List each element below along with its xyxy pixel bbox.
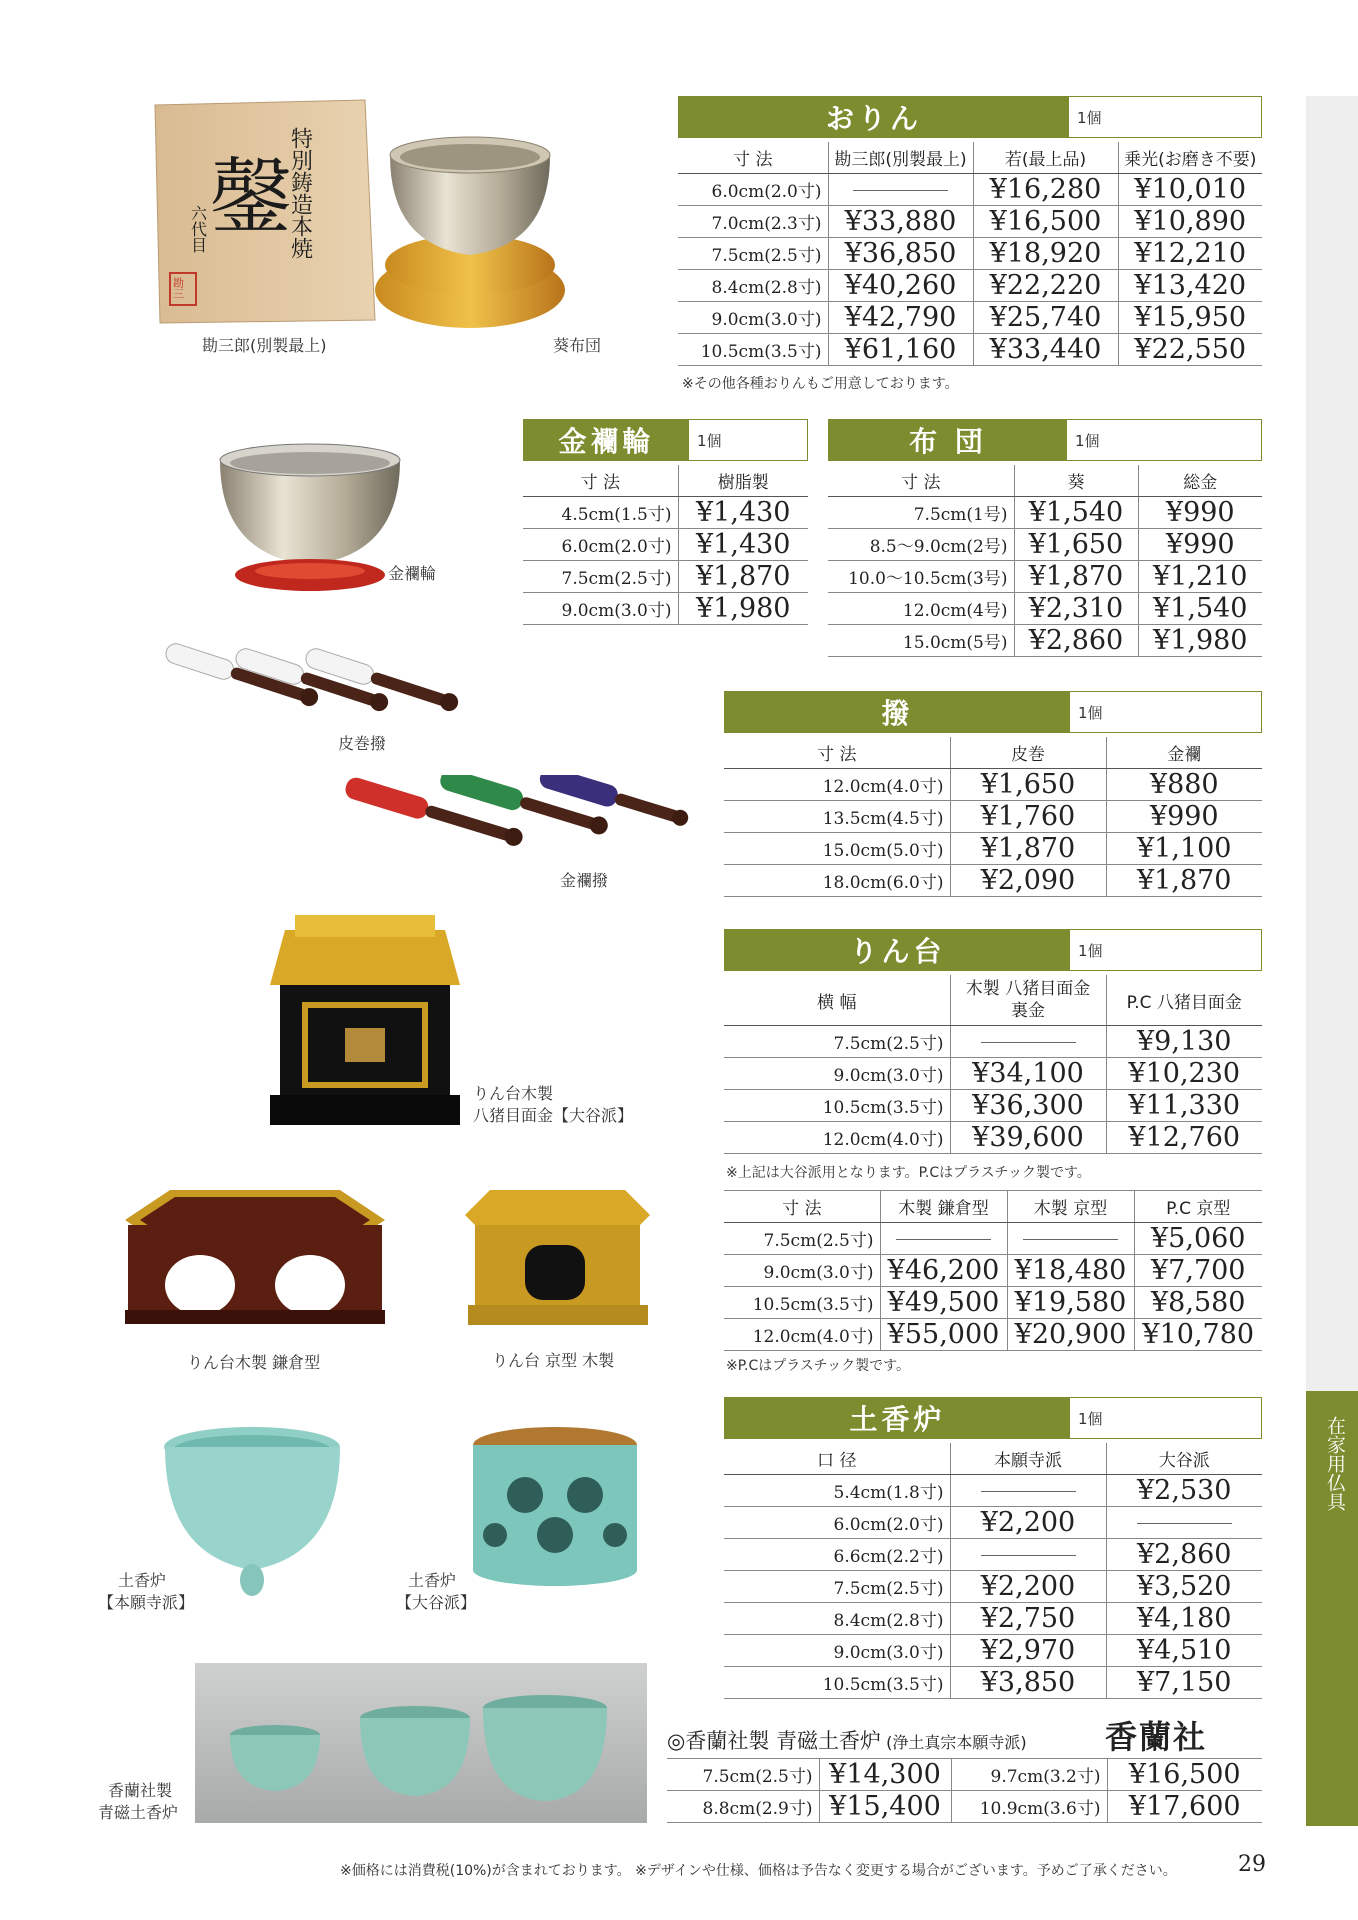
caption-dokouro-honganji-1: 土香炉 [118,1571,167,1590]
caption-kinranwa: 金襴輪 [388,564,437,583]
rindai-note-2: ※P.Cはプラスチック製です。 [726,1358,910,1374]
price-cell: ¥49,500 [880,1287,1007,1319]
table-row [724,1287,1262,1319]
not-available-dash [880,1223,1007,1255]
col-header: 寸 法 [678,142,828,174]
price-cell: ¥14,300 [819,1759,951,1791]
price-cell: ¥990 [1106,801,1262,833]
orin-product-image [150,95,630,335]
price-cell: ¥1,650 [950,769,1106,801]
price-cell: ¥1,430 [678,529,808,561]
size-cell: 10.5cm(3.5寸) [724,1287,880,1319]
kouransha-logo: 香蘭社 [1105,1718,1208,1756]
not-available-dash [1106,1507,1262,1539]
price-cell: ¥2,970 [950,1635,1106,1667]
table-header-row [828,465,1262,497]
price-cell: ¥11,330 [1106,1090,1262,1122]
price-cell: ¥20,900 [1007,1319,1134,1351]
price-cell: ¥1,210 [1138,561,1262,593]
table-row [678,334,1262,366]
table-row [523,593,808,625]
caption-rindai-kyo: りん台 京型 木製 [492,1351,615,1370]
size-cell: 7.5cm(2.5寸) [523,561,678,593]
futon-unit: 1個 [1075,431,1100,450]
col-header: 横 幅 [724,975,950,1026]
futon-title: 布 団 [829,420,1067,460]
price-cell: ¥33,440 [973,334,1118,366]
price-cell: ¥19,580 [1007,1287,1134,1319]
col-header: 寸 法 [724,1191,880,1223]
kinranwa-header [523,419,808,461]
kinranwa-unit: 1個 [697,431,722,450]
price-cell: ¥36,300 [950,1090,1106,1122]
size-cell: 10.9cm(3.6寸) [951,1791,1107,1823]
table-row [828,625,1262,657]
orin-title: おりん [679,97,1069,137]
rindai-kamakura-image [120,1185,390,1335]
price-cell: ¥39,600 [950,1122,1106,1154]
price-cell: ¥22,220 [973,270,1118,302]
price-cell: ¥1,870 [1014,561,1138,593]
col-header: 木製 鎌倉型 [880,1191,1007,1223]
bachi-title: 撥 [725,692,1070,732]
table-row [523,497,808,529]
price-cell: ¥10,010 [1118,174,1262,206]
not-available-dash [950,1475,1106,1507]
table-row [678,238,1262,270]
price-cell: ¥10,780 [1134,1319,1262,1351]
bachi-price-table [724,737,1262,897]
kinranwa-image [210,440,410,600]
footer-note: ※価格には消費税(10%)が含まれております。 ※デザインや仕様、価格は予告なく変更する場合がございます。予めご了承ください。 [340,1863,1177,1879]
price-cell: ¥2,750 [950,1603,1106,1635]
table-row [724,1635,1262,1667]
rindai-header [724,929,1262,971]
box-calligraphy-side: 特別鋳造本焼 [287,127,313,259]
table-row [828,497,1262,529]
dash-line [1137,1523,1232,1524]
dokouro-header [724,1397,1262,1439]
price-cell: ¥33,880 [828,206,973,238]
side-tab [1306,96,1358,1826]
futon-price-table [828,465,1262,657]
not-available-dash [950,1539,1106,1571]
table-header-row [678,142,1262,174]
col-header: 木製 京型 [1007,1191,1134,1223]
price-cell: ¥13,420 [1118,270,1262,302]
dash-line [1023,1239,1118,1240]
price-cell: ¥4,510 [1106,1635,1262,1667]
dokouro-unit: 1個 [1078,1409,1103,1428]
dash-line [896,1239,991,1240]
caption-kanzaburo: 勘三郎(別製最上) [202,336,327,355]
price-cell: ¥3,520 [1106,1571,1262,1603]
table-row [724,1667,1262,1699]
bachi-header [724,691,1262,733]
price-cell: ¥1,980 [1138,625,1262,657]
table-header-row [724,1191,1262,1223]
price-cell: ¥55,000 [880,1319,1007,1351]
size-cell: 7.5cm(2.5寸) [724,1571,950,1603]
price-cell: ¥3,850 [950,1667,1106,1699]
table-row [523,561,808,593]
size-cell: 9.0cm(3.0寸) [523,593,678,625]
col-header: 樹脂製 [678,465,808,497]
price-cell: ¥10,230 [1106,1058,1262,1090]
size-cell: 6.0cm(2.0寸) [678,174,828,206]
price-cell: ¥9,130 [1106,1026,1262,1058]
caption-dokouro-honganji-2: 【本願寺派】 [98,1593,195,1612]
price-cell: ¥7,700 [1134,1255,1262,1287]
size-cell: 7.5cm(2.5寸) [678,238,828,270]
size-cell: 9.0cm(3.0寸) [724,1058,950,1090]
table-row [678,302,1262,334]
price-cell: ¥1,540 [1138,593,1262,625]
kouransha-price-table [667,1758,1262,1823]
kawamaki-bachi-image [155,640,475,730]
col-header-multiline [950,975,1106,1026]
table-row [724,1223,1262,1255]
table-row [724,1026,1262,1058]
size-cell: 10.5cm(3.5寸) [724,1090,950,1122]
price-cell: ¥10,890 [1118,206,1262,238]
price-cell: ¥2,860 [1106,1539,1262,1571]
price-cell: ¥2,530 [1106,1475,1262,1507]
kouransha-image [195,1663,647,1823]
kouransha-title: ◎香蘭社製 青磁土香炉 [667,1729,881,1753]
price-cell: ¥61,160 [828,334,973,366]
price-cell: ¥25,740 [973,302,1118,334]
not-available-dash [828,174,973,206]
size-cell: 9.7cm(3.2寸) [951,1759,1107,1791]
size-cell: 8.4cm(2.8寸) [678,270,828,302]
rindai-ootani-image [265,910,465,1130]
price-cell: ¥18,920 [973,238,1118,270]
col-header: 寸 法 [523,465,678,497]
price-cell: ¥2,200 [950,1571,1106,1603]
dokouro-honganji-image [160,1425,345,1600]
price-cell: ¥5,060 [1134,1223,1262,1255]
price-cell: ¥1,100 [1106,833,1262,865]
size-cell: 13.5cm(4.5寸) [724,801,950,833]
orin-note: ※その他各種おりんもご用意しております。 [682,376,959,392]
price-cell: ¥2,310 [1014,593,1138,625]
col-header: 勘三郎(別製最上) [828,142,973,174]
rindai-title: りん台 [725,930,1070,970]
col-header: 総金 [1138,465,1262,497]
orin-header [678,96,1262,138]
col-header: 寸 法 [828,465,1014,497]
table-row [724,865,1262,897]
col-header: 乗光(お磨き不要) [1118,142,1262,174]
kouransha-heading [667,1725,1027,1755]
price-cell: ¥15,400 [819,1791,951,1823]
price-cell: ¥1,870 [1106,865,1262,897]
table-row [724,1475,1262,1507]
col-header: 皮巻 [950,737,1106,769]
table-row [667,1791,1262,1823]
table-row [724,769,1262,801]
table-header-row [724,1443,1262,1475]
size-cell: 7.5cm(1号) [828,497,1014,529]
price-cell: ¥990 [1138,529,1262,561]
size-cell: 12.0cm(4号) [828,593,1014,625]
size-cell: 9.0cm(3.0寸) [724,1635,950,1667]
kouransha-subtitle: (浄土真宗本願寺派) [886,1733,1027,1752]
futon-header [828,419,1262,461]
col-header: 大谷派 [1106,1443,1262,1475]
table-row [724,1319,1262,1351]
price-cell: ¥1,650 [1014,529,1138,561]
price-cell: ¥1,870 [950,833,1106,865]
size-cell: 15.0cm(5号) [828,625,1014,657]
col-header: 若(最上品) [973,142,1118,174]
price-cell: ¥16,280 [973,174,1118,206]
table-row [724,1507,1262,1539]
table-row [724,801,1262,833]
size-cell: 9.0cm(3.0寸) [724,1255,880,1287]
price-cell: ¥1,430 [678,497,808,529]
size-cell: 12.0cm(4.0寸) [724,769,950,801]
rindai-price-table [724,975,1262,1154]
caption-kouransha-1: 香蘭社製 [108,1781,173,1800]
side-tab-label: 在家用仏具 [1324,1416,1346,1511]
dokouro-title: 土香炉 [725,1398,1070,1438]
price-cell: ¥12,760 [1106,1122,1262,1154]
rindai-kyo-image [460,1185,655,1335]
price-cell: ¥36,850 [828,238,973,270]
table-row [724,1255,1262,1287]
table-row [678,206,1262,238]
table-header-row [724,975,1262,1026]
page-number: 29 [1238,1852,1266,1877]
caption-kawamaki-bachi: 皮巻撥 [338,734,387,753]
col-header-line: 木製 八猪目面金 [965,979,1091,999]
price-cell: ¥22,550 [1118,334,1262,366]
kinran-bachi-image [340,775,700,875]
table-header-row [523,465,808,497]
rindai-kyo-price-table [724,1190,1262,1351]
size-cell: 7.5cm(2.5寸) [667,1759,819,1791]
table-row [828,593,1262,625]
table-row [678,270,1262,302]
size-cell: 12.0cm(4.0寸) [724,1122,950,1154]
table-row [724,1571,1262,1603]
dokouro-ootani-image [465,1425,645,1600]
rindai-note-1: ※上記は大谷派用となります。P.Cはプラスチック製です。 [726,1165,1091,1181]
price-cell: ¥2,090 [950,865,1106,897]
box-calligraphy-maker: 六代目 [188,205,208,253]
table-row [724,1090,1262,1122]
table-row [724,1058,1262,1090]
dash-line [981,1555,1076,1556]
table-row [678,174,1262,206]
size-cell: 7.0cm(2.3寸) [678,206,828,238]
price-cell: ¥2,200 [950,1507,1106,1539]
price-cell: ¥1,760 [950,801,1106,833]
table-row [724,1603,1262,1635]
caption-rindai-ootani-2: 八猪目面金【大谷派】 [473,1106,634,1125]
price-cell: ¥880 [1106,769,1262,801]
size-cell: 10.0～10.5cm(3号) [828,561,1014,593]
orin-price-table [678,142,1262,366]
price-cell: ¥40,260 [828,270,973,302]
price-cell: ¥1,540 [1014,497,1138,529]
price-cell: ¥42,790 [828,302,973,334]
dash-line [981,1491,1076,1492]
caption-rindai-kamakura: りん台木製 鎌倉型 [187,1353,321,1372]
caption-aoi-futon: 葵布団 [553,336,602,355]
col-header-line: 裏金 [1011,1001,1045,1021]
price-cell: ¥1,980 [678,593,808,625]
price-cell: ¥46,200 [880,1255,1007,1287]
size-cell: 7.5cm(2.5寸) [724,1223,880,1255]
size-cell: 9.0cm(3.0寸) [678,302,828,334]
price-cell: ¥34,100 [950,1058,1106,1090]
caption-dokouro-ootani-1: 土香炉 [408,1571,457,1590]
caption-kouransha-2: 青磁土香炉 [98,1803,179,1822]
dash-line [853,190,948,191]
table-row [724,1539,1262,1571]
size-cell: 10.5cm(3.5寸) [724,1667,950,1699]
table-row [724,1122,1262,1154]
size-cell: 15.0cm(5.0寸) [724,833,950,865]
price-cell: ¥7,150 [1106,1667,1262,1699]
box-seal: 勘三 [171,277,185,299]
col-header: 本願寺派 [950,1443,1106,1475]
size-cell: 8.5～9.0cm(2号) [828,529,1014,561]
size-cell: 7.5cm(2.5寸) [724,1026,950,1058]
col-header: 口 径 [724,1443,950,1475]
col-header: P.C 八猪目面金 [1106,975,1262,1026]
size-cell: 6.0cm(2.0寸) [523,529,678,561]
price-cell: ¥17,600 [1107,1791,1262,1823]
caption-rindai-ootani-1: りん台木製 [473,1084,554,1103]
kinranwa-title: 金襴輪 [524,420,689,460]
table-row [828,561,1262,593]
orin-unit: 1個 [1077,108,1102,127]
price-cell: ¥2,860 [1014,625,1138,657]
price-cell: ¥4,180 [1106,1603,1262,1635]
size-cell: 6.0cm(2.0寸) [724,1507,950,1539]
price-cell: ¥16,500 [1107,1759,1262,1791]
size-cell: 5.4cm(1.8寸) [724,1475,950,1507]
size-cell: 12.0cm(4.0寸) [724,1319,880,1351]
price-cell: ¥990 [1138,497,1262,529]
table-header-row [724,737,1262,769]
size-cell: 4.5cm(1.5寸) [523,497,678,529]
table-row [523,529,808,561]
dash-line [981,1042,1076,1043]
caption-dokouro-ootani-2: 【大谷派】 [396,1593,477,1612]
caption-kinran-bachi: 金襴撥 [560,871,609,890]
col-header: 金襴 [1106,737,1262,769]
table-row [667,1759,1262,1791]
price-cell: ¥1,870 [678,561,808,593]
size-cell: 6.6cm(2.2寸) [724,1539,950,1571]
price-cell: ¥16,500 [973,206,1118,238]
size-cell: 18.0cm(6.0寸) [724,865,950,897]
col-header: P.C 京型 [1134,1191,1262,1223]
col-header: 葵 [1014,465,1138,497]
bachi-unit: 1個 [1078,703,1103,722]
not-available-dash [950,1026,1106,1058]
rindai-unit: 1個 [1078,941,1103,960]
price-cell: ¥12,210 [1118,238,1262,270]
size-cell: 8.4cm(2.8寸) [724,1603,950,1635]
col-header: 寸 法 [724,737,950,769]
size-cell: 10.5cm(3.5寸) [678,334,828,366]
kinranwa-price-table [523,465,808,625]
price-cell: ¥8,580 [1134,1287,1262,1319]
not-available-dash [1007,1223,1134,1255]
table-row [828,529,1262,561]
size-cell: 8.8cm(2.9寸) [667,1791,819,1823]
price-cell: ¥15,950 [1118,302,1262,334]
table-row [724,833,1262,865]
dokouro-price-table [724,1443,1262,1699]
box-calligraphy-main: 鏧 [210,150,293,245]
price-cell: ¥18,480 [1007,1255,1134,1287]
